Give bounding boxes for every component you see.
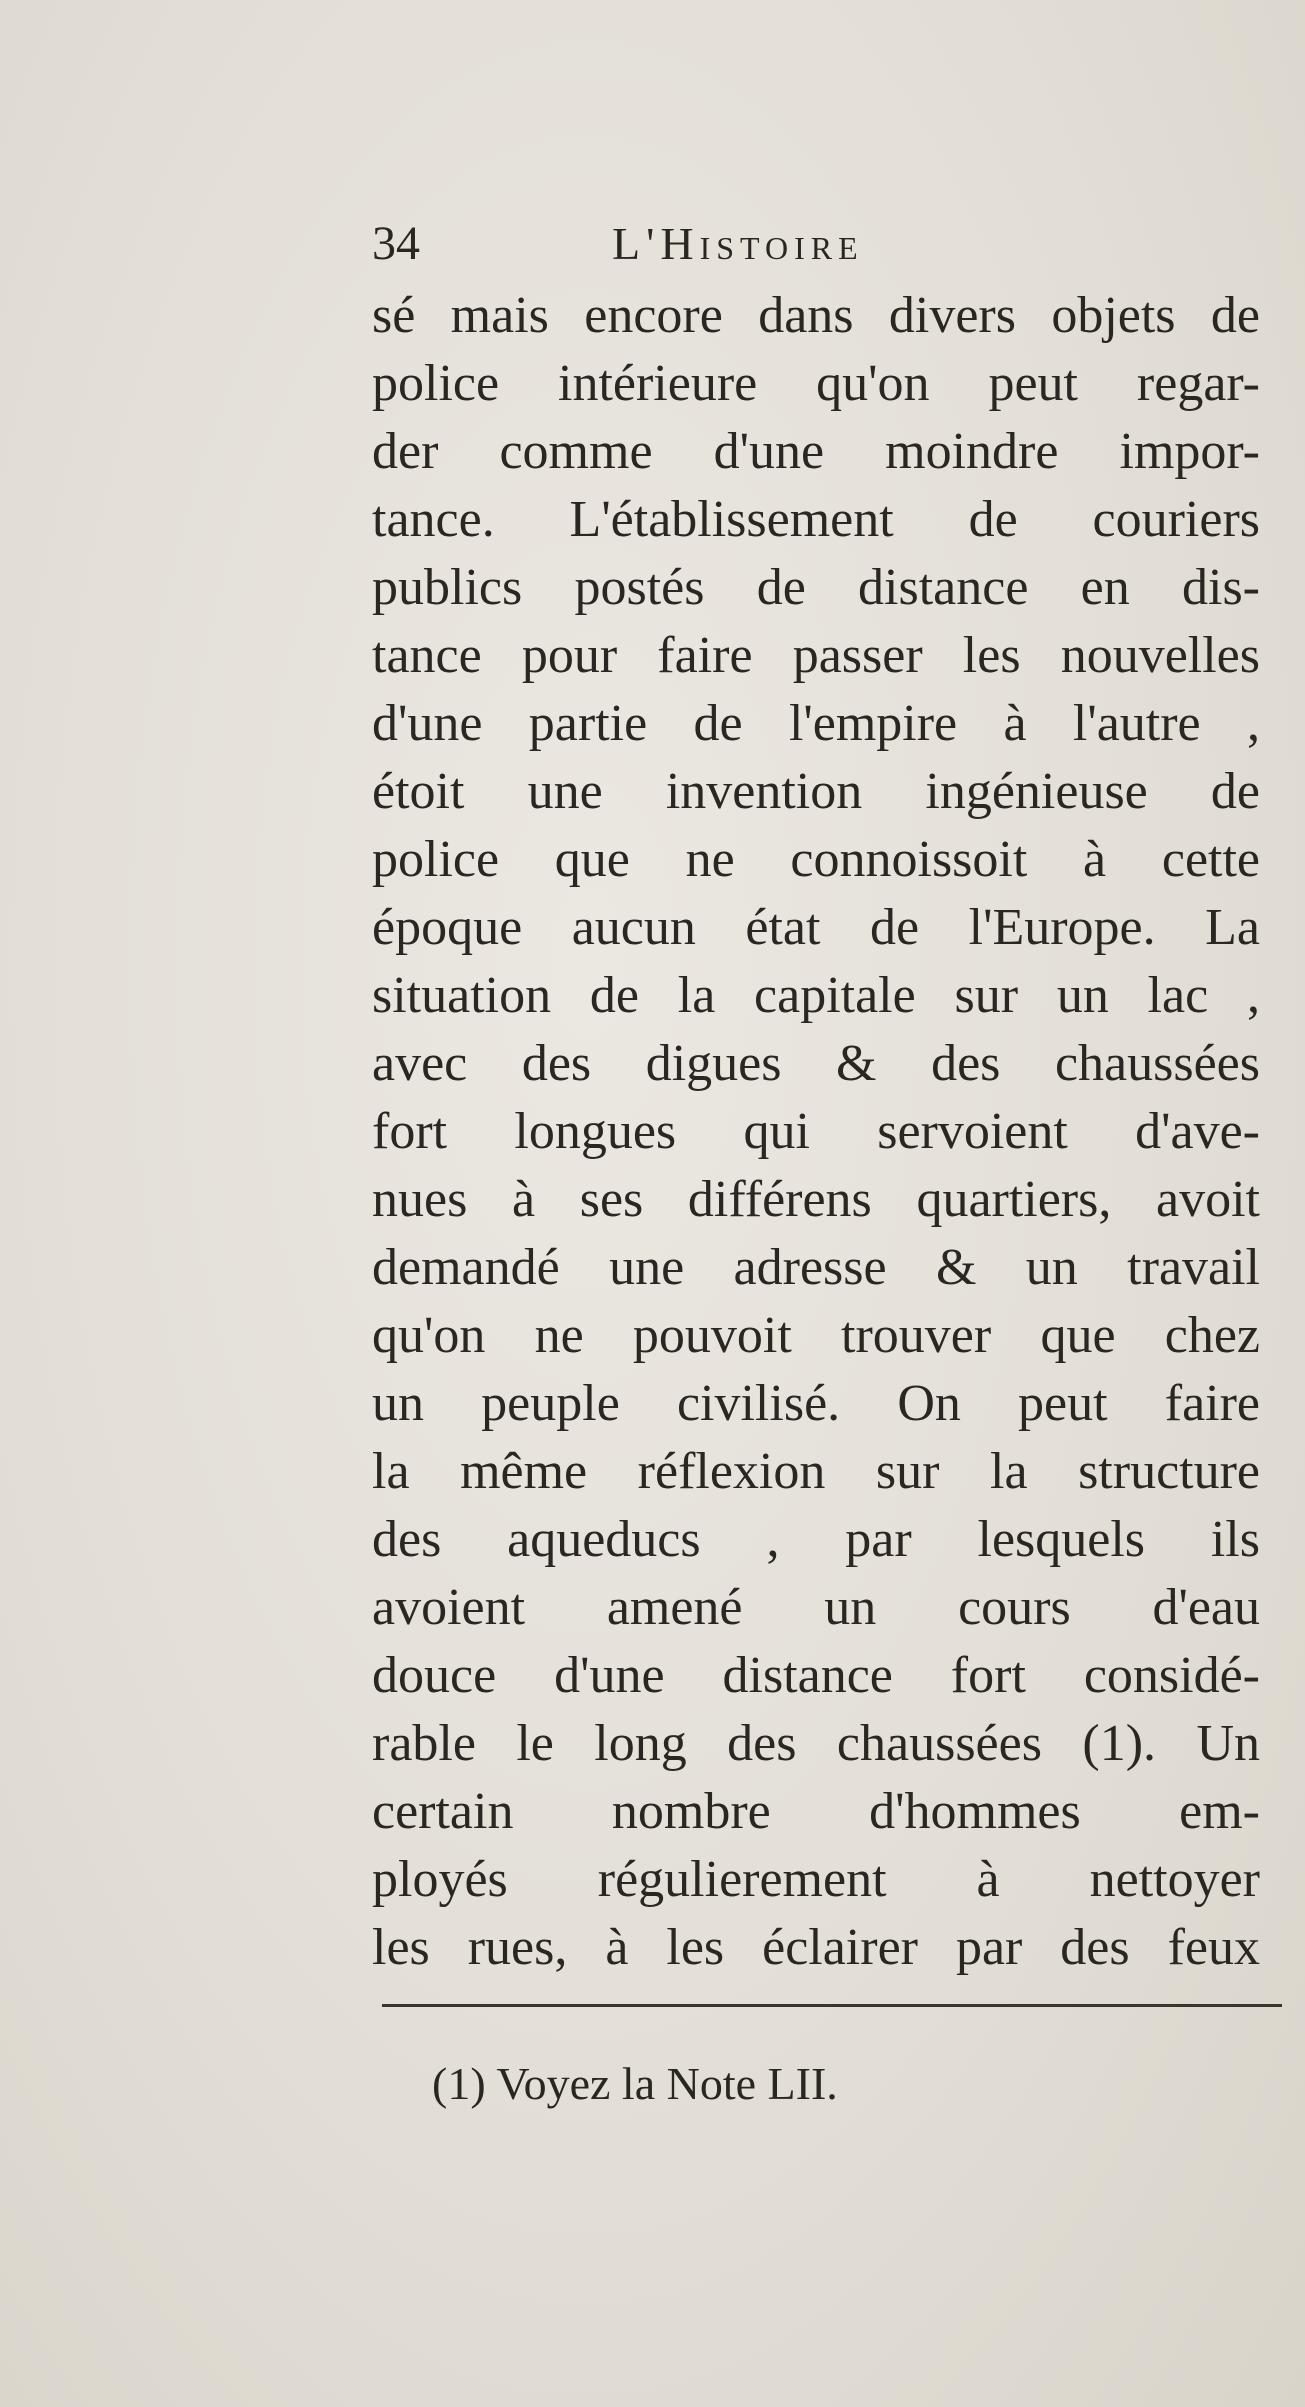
footnote-text: Voyez la Note LII.: [496, 2058, 838, 2109]
text-line: police que ne connoissoit à cette: [372, 831, 1260, 888]
page-number: 34: [372, 217, 420, 270]
text-line: avec des digues & des chaussées: [372, 1035, 1260, 1092]
text-line: certain nombre d'hommes em-: [372, 1783, 1260, 1840]
page-header: [372, 212, 1032, 276]
text-line: situation de la capitale sur un lac ,: [372, 967, 1260, 1024]
footnote-rule: [382, 2004, 1282, 2007]
text-line: der comme d'une moindre impor-: [372, 423, 1260, 480]
text-line: avoient amené un cours d'eau: [372, 1579, 1260, 1636]
text-line: fort longues qui servoient d'ave-: [372, 1103, 1260, 1160]
text-line: sé mais encore dans divers objets de: [372, 287, 1260, 344]
text-line: la même réflexion sur la structure: [372, 1443, 1260, 1500]
text-line: des aqueducs , par lesquels ils: [372, 1511, 1260, 1568]
text-line: étoit une invention ingénieuse de: [372, 763, 1260, 820]
text-line: tance. L'établissement de couriers: [372, 491, 1260, 548]
text-line: demandé une adresse & un travail: [372, 1239, 1260, 1296]
text-line: qu'on ne pouvoit trouver que chez: [372, 1307, 1260, 1364]
body-text: [372, 282, 1260, 1982]
footnote: [432, 2052, 838, 2116]
text-line: un peuple civilisé. On peut faire: [372, 1375, 1260, 1432]
text-line: douce d'une distance fort considé-: [372, 1647, 1260, 1704]
text-line: police intérieure qu'on peut regar-: [372, 355, 1260, 412]
text-line: d'une partie de l'empire à l'autre ,: [372, 695, 1260, 752]
text-line: les rues, à les éclairer par des feux: [372, 1919, 1260, 1976]
running-head: L'Histoire: [612, 218, 864, 269]
text-line: rable le long des chaussées (1). Un: [372, 1715, 1260, 1772]
text-line: tance pour faire passer les nouvelles: [372, 627, 1260, 684]
text-line: publics postés de distance en dis-: [372, 559, 1260, 616]
text-line: nues à ses différens quartiers, avoit: [372, 1171, 1260, 1228]
text-line: ployés régulierement à nettoyer: [372, 1851, 1260, 1908]
text-line: époque aucun état de l'Europe. La: [372, 899, 1260, 956]
footnote-marker: (1): [432, 2058, 486, 2109]
